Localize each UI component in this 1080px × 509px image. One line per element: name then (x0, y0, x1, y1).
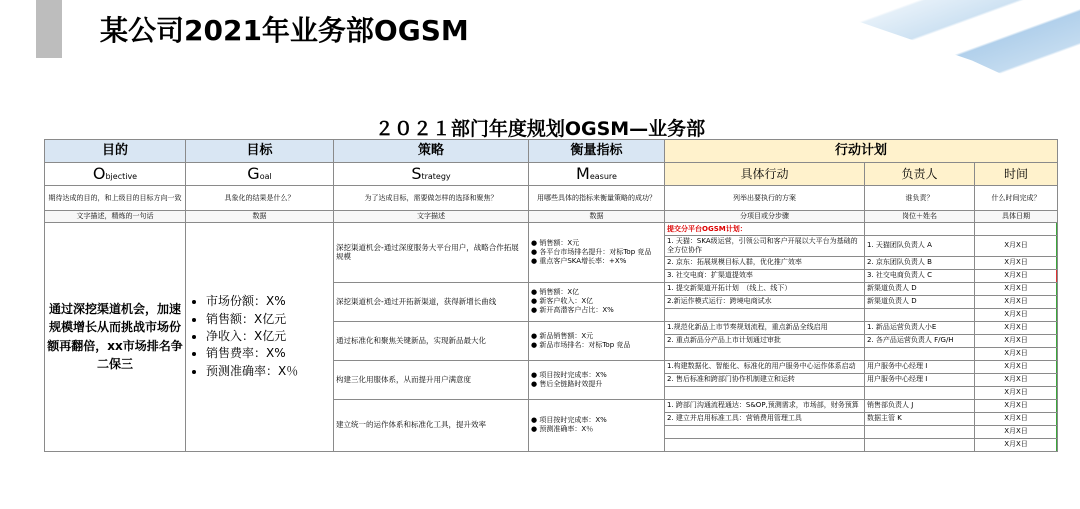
status-marker (1056, 270, 1058, 282)
bullet-icon: ● (531, 305, 540, 314)
owner-cell: 新渠道负责人 D (865, 295, 975, 308)
time-text: X月X日 (1004, 414, 1028, 423)
header-row-en (45, 163, 1058, 186)
measure-item (531, 416, 662, 425)
owner-cell: 1. 天猫团队负责人 A (865, 236, 975, 257)
action-row (45, 223, 1058, 236)
question-strategy: 为了达成目标，需要做怎样的选择和聚焦？ (334, 186, 529, 211)
goal-item: • 销售额：X亿元 (206, 311, 331, 328)
owner-cell: 数据主管 K (865, 412, 975, 425)
measure-text: 项目按时完成率：X% (539, 370, 607, 379)
format-owner: 岗位＋姓名 (865, 211, 975, 223)
header-objective: 目的 (45, 140, 186, 163)
format-goal: 数据 (186, 211, 334, 223)
measure-text: 销售额：X元 (539, 239, 580, 248)
bullet-icon: ● (531, 256, 540, 265)
action-cell: 1. 跨部门沟通流程通达：S&OP,预测需求，市场部，财务预算 (665, 399, 865, 412)
time-cell (975, 282, 1058, 295)
measure-text: 新客户收入：X亿 (539, 297, 594, 306)
status-marker (1056, 361, 1058, 373)
bullet-icon: ● (531, 416, 540, 425)
time-cell (975, 399, 1058, 412)
header-row-format (45, 211, 1058, 223)
owner-cell: 3. 社交电商负责人 C (865, 269, 975, 282)
header-goal: 目标 (186, 140, 334, 163)
status-marker (1056, 426, 1058, 438)
goal-item: • 销售费率：X% (206, 345, 331, 362)
bullet-icon: ● (531, 288, 540, 297)
action-cell (665, 438, 865, 451)
measure-item (531, 371, 662, 380)
owner-cell (865, 347, 975, 360)
format-measure: 数据 (529, 211, 665, 223)
question-action: 列举出要执行的方案 (665, 186, 865, 211)
time-text: X月X日 (1004, 401, 1028, 410)
time-cell (975, 425, 1058, 438)
action-cell: 2.新运作模式运行：跨境电商试水 (665, 295, 865, 308)
measure-cell (529, 399, 665, 451)
time-cell (975, 269, 1058, 282)
time-text: X月X日 (1004, 271, 1028, 280)
status-marker (1056, 387, 1058, 399)
time-text: X月X日 (1004, 440, 1028, 449)
measure-text: 预测准确率：X％ (539, 425, 594, 433)
action-cell: 提交分平台OGSM计划： (665, 223, 865, 236)
owner-cell: 用户服务中心经理 I (865, 373, 975, 386)
owner-cell: 1. 新品运营负责人小E (865, 321, 975, 334)
bullet-icon: ● (531, 239, 540, 248)
goal-cell (186, 223, 334, 452)
action-cell: 2. 京东：拓展规模目标人群，优化推广效率 (665, 256, 865, 269)
measure-item (531, 425, 662, 434)
status-marker (1056, 296, 1058, 308)
header-measure: 衡量指标 (529, 140, 665, 163)
strategy-cell: 建立统一的运作体系和标准化工具，提升效率 (334, 399, 529, 451)
time-cell (975, 223, 1058, 236)
page-title: 某公司2021年业务部OGSM (100, 14, 469, 47)
status-marker (1056, 335, 1058, 347)
format-time: 具体日期 (975, 211, 1058, 223)
time-text: X月X日 (1004, 349, 1028, 358)
ogsm-table (44, 139, 1058, 452)
plan-title-text: ２０２１部门年度规划OGSM—业务部 (371, 118, 709, 142)
time-cell (975, 236, 1058, 257)
measure-text: 售后全链路时效提升 (539, 379, 603, 388)
time-cell (975, 412, 1058, 425)
time-cell (975, 334, 1058, 347)
time-cell (975, 386, 1058, 399)
time-text: X月X日 (1004, 427, 1028, 436)
bullet-icon: ● (531, 425, 540, 433)
measure-cell (529, 223, 665, 283)
owner-cell: 2. 各产品运营负责人 F/G/H (865, 334, 975, 347)
owner-cell (865, 438, 975, 451)
time-cell (975, 373, 1058, 386)
owner-cell: 新渠道负责人 D (865, 282, 975, 295)
measure-text: 销售额：X亿 (539, 288, 580, 297)
format-objective: 文字描述，精炼的一句话 (45, 211, 186, 223)
status-marker (1056, 400, 1058, 412)
goal-list (188, 293, 331, 380)
action-cell: 1.规范化新品上市节奏规划流程，重点新品全线启用 (665, 321, 865, 334)
measure-text: 新开高潜客户占比：X% (539, 305, 614, 314)
time-text: X月X日 (1004, 241, 1028, 250)
action-cell: 1. 提交新渠道开拓计划 （线上、线下） (665, 282, 865, 295)
header-objective-en: Objective (45, 163, 186, 186)
owner-cell (865, 386, 975, 399)
measure-text: 项目按时完成率：X% (539, 416, 607, 425)
strategy-cell: 深挖渠道机会-通过开拓新渠道，获得新增长曲线 (334, 282, 529, 321)
time-cell (975, 438, 1058, 451)
owner-cell (865, 308, 975, 321)
bullet-icon: ● (531, 297, 540, 306)
bullet-icon: ● (531, 370, 540, 379)
measure-text: 新品市场排名：对标Top 竞品 (539, 340, 631, 349)
bullet-icon: ● (531, 340, 540, 349)
action-cell (665, 308, 865, 321)
goal-item: • 预测准确率：X％ (206, 363, 331, 380)
objective-cell: 通过深挖渠道机会，加速规模增长从而挑战市场份额再翻倍，xx市场排名争二保三 (45, 223, 186, 452)
status-marker (1056, 348, 1058, 360)
bullet-icon: ● (531, 379, 540, 388)
status-marker (1056, 374, 1058, 386)
header-row-question (45, 186, 1058, 211)
measure-item (531, 248, 662, 257)
header-goal-en: Goal (186, 163, 334, 186)
measure-text: 各平台市场排名提升：对标Top 竞品 (539, 247, 652, 256)
question-objective: 期待达成的目的，和上级目的目标方向一致 (45, 186, 186, 211)
owner-cell (865, 425, 975, 438)
time-text: X月X日 (1004, 323, 1028, 332)
question-time: 什么时间完成？ (975, 186, 1058, 211)
strategy-cell: 通过标准化和聚焦关键新品，实现新品最大化 (334, 321, 529, 360)
measure-item (531, 380, 662, 389)
measure-item (531, 239, 662, 248)
measure-text: 新品销售额：X元 (539, 331, 594, 340)
strategy-cell: 构建三化用服体系，从而提升用户满意度 (334, 360, 529, 399)
time-cell (975, 360, 1058, 373)
format-strategy: 文字描述 (334, 211, 529, 223)
measure-item (531, 306, 662, 315)
measure-cell (529, 282, 665, 321)
question-owner: 谁负责？ (865, 186, 975, 211)
measure-cell (529, 360, 665, 399)
action-cell: 2. 重点新品分产品上市计划通过审批 (665, 334, 865, 347)
time-cell (975, 295, 1058, 308)
status-marker (1056, 283, 1058, 295)
time-text: X月X日 (1004, 310, 1028, 319)
time-cell (975, 347, 1058, 360)
header-measure-en: Measure (529, 163, 665, 186)
time-text: X月X日 (1004, 375, 1028, 384)
time-cell (975, 256, 1058, 269)
question-goal: 具象化的结果是什么？ (186, 186, 334, 211)
owner-cell (865, 223, 975, 236)
strategy-cell: 深挖渠道机会-通过深度服务大平台用户，战略合作拓展规模 (334, 223, 529, 283)
action-cell (665, 386, 865, 399)
measure-item (531, 288, 662, 297)
action-cell: 2. 建立并启用标准工具：营销费用管理工具 (665, 412, 865, 425)
measure-item (531, 332, 662, 341)
status-marker (1056, 439, 1058, 451)
owner-cell: 用户服务中心经理 I (865, 360, 975, 373)
question-measure: 用哪些具体的指标来衡量策略的成功？ (529, 186, 665, 211)
header-specific-action: 具体行动 (665, 163, 865, 186)
status-marker (1056, 413, 1058, 425)
time-text: X月X日 (1004, 362, 1028, 371)
time-text: X月X日 (1004, 336, 1028, 345)
header-action-plan: 行动计划 (665, 140, 1058, 163)
measure-cell (529, 321, 665, 360)
time-text: X月X日 (1004, 297, 1028, 306)
action-cell: 2. 售后标准和跨部门协作机制建立和运转 (665, 373, 865, 386)
action-cell (665, 347, 865, 360)
measure-item (531, 297, 662, 306)
title-accent-bar (36, 0, 62, 58)
status-marker (1056, 322, 1058, 334)
goal-item: • 净收入：X亿元 (206, 328, 331, 345)
bullet-icon: ● (531, 247, 540, 256)
owner-cell: 2. 京东团队负责人 B (865, 256, 975, 269)
measure-item (531, 341, 662, 350)
format-action: 分项目或分步骤 (665, 211, 865, 223)
action-cell: 3. 社交电商：扩渠道提效率 (665, 269, 865, 282)
status-marker (1056, 223, 1058, 235)
header-owner: 负责人 (865, 163, 975, 186)
time-cell (975, 321, 1058, 334)
time-cell (975, 308, 1058, 321)
status-marker (1056, 309, 1058, 321)
bullet-icon: ● (531, 331, 540, 340)
measure-item (531, 257, 662, 266)
action-cell (665, 425, 865, 438)
action-cell: 1.构建数据化、智能化、标准化的用户服务中心运作体系启动 (665, 360, 865, 373)
status-marker (1056, 257, 1058, 269)
time-text: X月X日 (1004, 388, 1028, 397)
header-strategy: 策略 (334, 140, 529, 163)
time-text: X月X日 (1004, 284, 1028, 293)
status-marker (1056, 236, 1058, 256)
header-strategy-en: Strategy (334, 163, 529, 186)
measure-text: 重点客户SKA增长率：+X% (539, 256, 627, 265)
header-time: 时间 (975, 163, 1058, 186)
header-row-cn (45, 140, 1058, 163)
goal-item: • 市场份额：X% (206, 293, 331, 310)
corner-decoration (720, 0, 1080, 110)
time-text: X月X日 (1004, 258, 1028, 267)
owner-cell: 销售部负责人 J (865, 399, 975, 412)
plan-title (0, 114, 1080, 141)
action-cell: 1. 天猫：SKA级运营，引领公司和客户开展以大平台为基础的全方位协作 (665, 236, 865, 257)
